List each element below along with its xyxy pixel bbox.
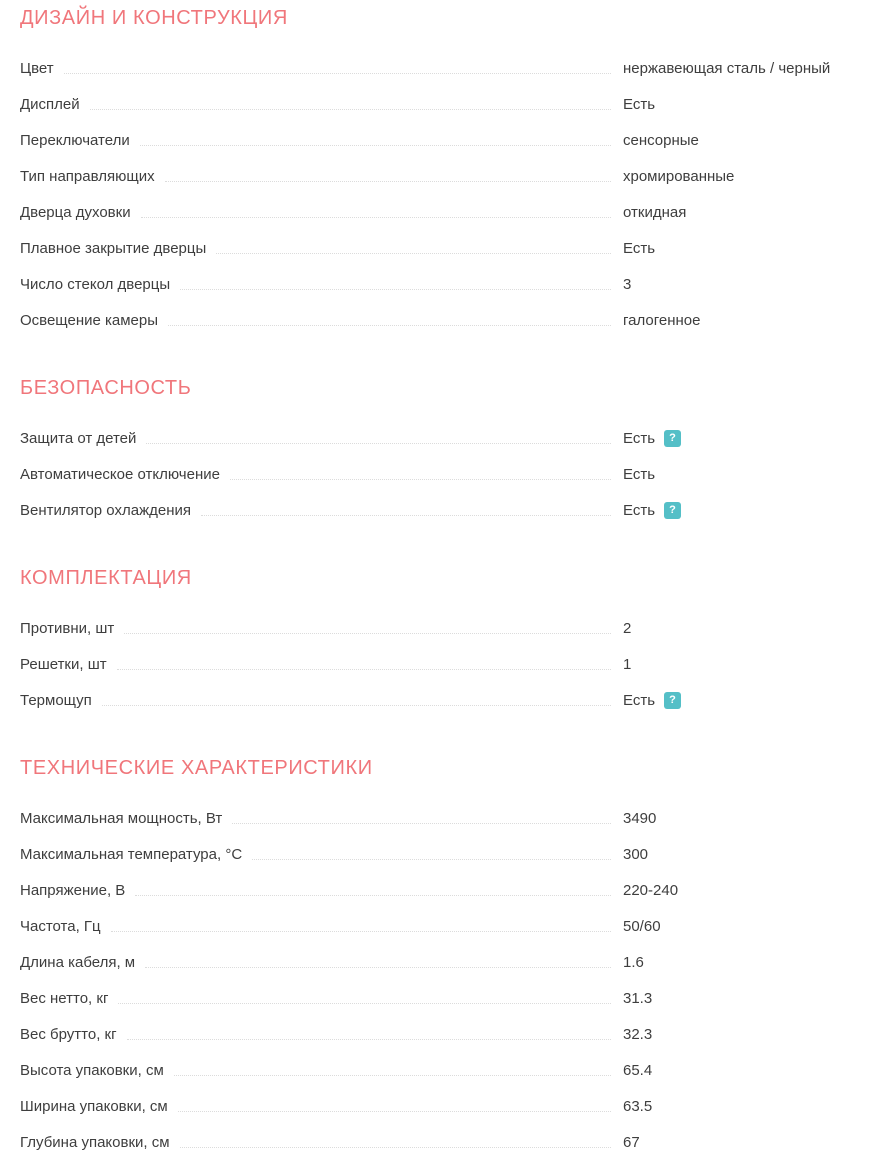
section-title: ДИЗАЙН И КОНСТРУКЦИЯ — [20, 7, 288, 29]
section-title: КОМПЛЕКТАЦИЯ — [20, 567, 192, 589]
spec-value: 3 — [623, 275, 632, 293]
spec-value: Есть — [623, 239, 656, 257]
help-icon[interactable]: ? — [664, 430, 681, 447]
spec-row — [20, 456, 858, 492]
spec-row — [20, 908, 858, 944]
spec-value-cell — [623, 276, 858, 293]
spec-value-cell — [623, 918, 858, 935]
spec-value-cell — [623, 430, 858, 447]
spec-value-cell — [623, 204, 858, 221]
spec-value: 65.4 — [623, 1061, 653, 1079]
dotted-leader — [201, 515, 611, 516]
spec-value-cell — [623, 882, 858, 899]
spec-section — [20, 377, 858, 528]
spec-value-cell — [623, 656, 858, 673]
spec-label: Глубина упаковки, см — [20, 1133, 170, 1151]
spec-section — [20, 567, 858, 718]
dotted-leader — [230, 479, 611, 480]
spec-label: Максимальная мощность, Вт — [20, 809, 223, 827]
spec-value: сенсорные — [623, 131, 699, 149]
spec-value-cell — [623, 846, 858, 863]
spec-row — [20, 1016, 858, 1052]
spec-value-cell — [623, 692, 858, 709]
spec-label: Вес нетто, кг — [20, 989, 109, 1007]
spec-section — [20, 7, 858, 338]
spec-row — [20, 86, 858, 122]
spec-row — [20, 266, 858, 302]
spec-value: 32.3 — [623, 1025, 653, 1043]
dotted-leader — [174, 1075, 611, 1076]
dotted-leader — [102, 705, 611, 706]
spec-value-cell — [623, 168, 858, 185]
spec-row — [20, 122, 858, 158]
dotted-leader — [140, 145, 611, 146]
spec-label: Цвет — [20, 59, 54, 77]
spec-label: Освещение камеры — [20, 311, 159, 329]
spec-label: Тип направляющих — [20, 167, 155, 185]
spec-row — [20, 800, 858, 836]
spec-value: Есть — [623, 465, 656, 483]
spec-label: Дисплей — [20, 95, 80, 113]
spec-value-cell — [623, 312, 858, 329]
spec-row — [20, 1052, 858, 1088]
dotted-leader — [64, 73, 611, 74]
spec-row — [20, 1124, 858, 1160]
spec-value: 63.5 — [623, 1097, 653, 1115]
spec-label: Высота упаковки, см — [20, 1061, 164, 1079]
section-title: БЕЗОПАСНОСТЬ — [20, 377, 192, 399]
section-rows — [20, 610, 858, 718]
spec-row — [20, 302, 858, 338]
spec-label: Противни, шт — [20, 619, 115, 637]
dotted-leader — [232, 823, 611, 824]
spec-value: 31.3 — [623, 989, 653, 1007]
spec-label: Частота, Гц — [20, 917, 101, 935]
spec-label: Ширина упаковки, см — [20, 1097, 168, 1115]
help-icon[interactable]: ? — [664, 692, 681, 709]
spec-value-cell — [623, 502, 858, 519]
spec-value-cell — [623, 990, 858, 1007]
spec-row — [20, 1088, 858, 1124]
spec-row — [20, 420, 858, 456]
spec-value-cell — [623, 466, 858, 483]
spec-label: Вес брутто, кг — [20, 1025, 117, 1043]
spec-row — [20, 944, 858, 980]
section-rows — [20, 800, 858, 1160]
spec-row — [20, 682, 858, 718]
spec-label: Вентилятор охлаждения — [20, 501, 191, 519]
spec-value: хромированные — [623, 167, 735, 185]
spec-value-cell — [623, 240, 858, 257]
spec-label: Дверца духовки — [20, 203, 131, 221]
spec-row — [20, 980, 858, 1016]
dotted-leader — [180, 289, 611, 290]
dotted-leader — [127, 1039, 611, 1040]
spec-value: Есть — [623, 429, 656, 447]
spec-value: 1.6 — [623, 953, 644, 971]
spec-value: нержавеющая сталь / черный — [623, 59, 831, 77]
spec-value: Есть — [623, 95, 656, 113]
spec-value-cell — [623, 954, 858, 971]
dotted-leader — [111, 931, 611, 932]
spec-value: откидная — [623, 203, 687, 221]
spec-value-cell — [623, 1134, 858, 1151]
specs-page — [20, 7, 858, 1160]
dotted-leader — [145, 967, 611, 968]
spec-label: Плавное закрытие дверцы — [20, 239, 207, 257]
dotted-leader — [141, 217, 611, 218]
spec-value-cell — [623, 620, 858, 637]
spec-value-cell — [623, 132, 858, 149]
spec-value: 3490 — [623, 809, 657, 827]
spec-value: галогенное — [623, 311, 701, 329]
spec-row — [20, 158, 858, 194]
dotted-leader — [124, 633, 611, 634]
section-rows — [20, 420, 858, 528]
spec-row — [20, 872, 858, 908]
section-rows — [20, 50, 858, 338]
dotted-leader — [118, 1003, 611, 1004]
spec-value: Есть — [623, 501, 656, 519]
spec-value: 220-240 — [623, 881, 679, 899]
spec-section — [20, 757, 858, 1160]
spec-label: Термощуп — [20, 691, 92, 709]
spec-row — [20, 50, 858, 86]
dotted-leader — [117, 669, 611, 670]
dotted-leader — [165, 181, 611, 182]
dotted-leader — [178, 1111, 611, 1112]
spec-value: 50/60 — [623, 917, 661, 935]
spec-value-cell — [623, 60, 858, 77]
spec-value-cell — [623, 96, 858, 113]
help-icon[interactable]: ? — [664, 502, 681, 519]
spec-value-cell — [623, 1062, 858, 1079]
dotted-leader — [252, 859, 611, 860]
spec-row — [20, 610, 858, 646]
spec-value: 67 — [623, 1133, 640, 1151]
dotted-leader — [168, 325, 611, 326]
dotted-leader — [146, 443, 611, 444]
spec-row — [20, 836, 858, 872]
section-title: ТЕХНИЧЕСКИЕ ХАРАКТЕРИСТИКИ — [20, 757, 373, 779]
spec-value: 1 — [623, 655, 632, 673]
dotted-leader — [216, 253, 611, 254]
spec-value: 300 — [623, 845, 649, 863]
dotted-leader — [180, 1147, 611, 1148]
spec-label: Максимальная температура, °С — [20, 845, 243, 863]
spec-label: Длина кабеля, м — [20, 953, 136, 971]
spec-value: Есть — [623, 691, 656, 709]
spec-value-cell — [623, 1026, 858, 1043]
dotted-leader — [135, 895, 611, 896]
spec-label: Решетки, шт — [20, 655, 107, 673]
spec-value-cell — [623, 810, 858, 827]
spec-row — [20, 194, 858, 230]
dotted-leader — [90, 109, 611, 110]
spec-row — [20, 646, 858, 682]
spec-label: Автоматическое отключение — [20, 465, 220, 483]
spec-label: Число стекол дверцы — [20, 275, 171, 293]
spec-label: Переключатели — [20, 131, 130, 149]
spec-row — [20, 492, 858, 528]
spec-value: 2 — [623, 619, 632, 637]
spec-row — [20, 230, 858, 266]
spec-value-cell — [623, 1098, 858, 1115]
spec-label: Защита от детей — [20, 429, 137, 447]
spec-label: Напряжение, В — [20, 881, 126, 899]
